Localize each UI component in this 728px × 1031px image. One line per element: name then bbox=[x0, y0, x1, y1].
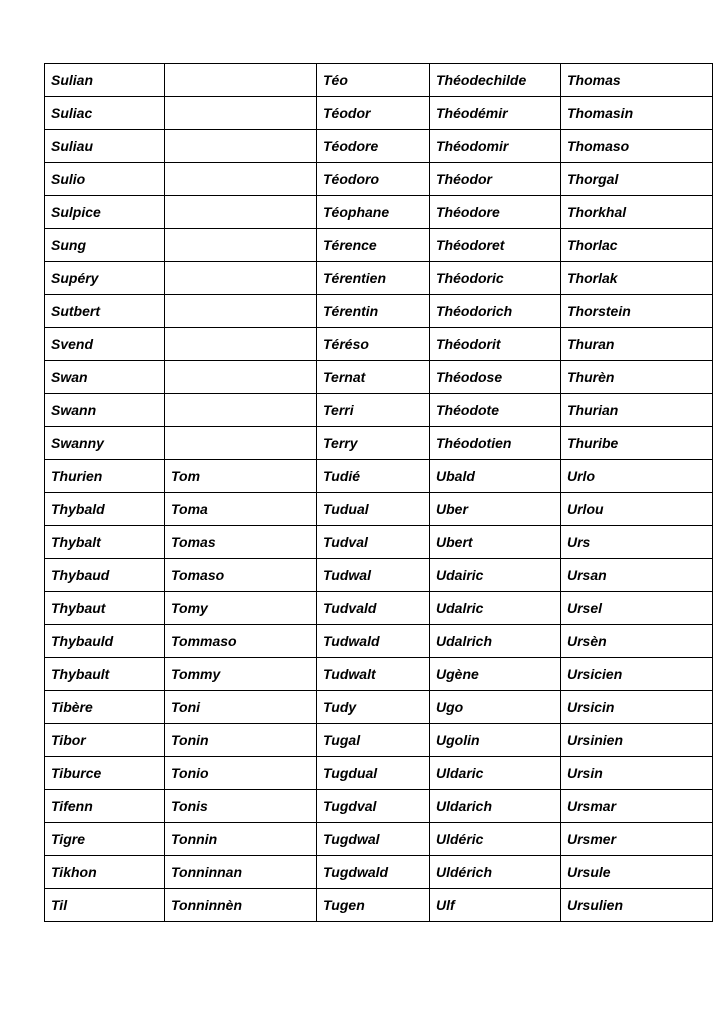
table-cell-name: Tom bbox=[165, 460, 317, 493]
table-cell-name: Supéry bbox=[45, 262, 165, 295]
table-cell-name: Uber bbox=[430, 493, 561, 526]
table-cell-name: Thorstein bbox=[561, 295, 713, 328]
table-cell-name: Tibère bbox=[45, 691, 165, 724]
table-cell-name: Thomas bbox=[561, 64, 713, 97]
table-cell-name: Uldérich bbox=[430, 856, 561, 889]
table-cell-name: Téréso bbox=[317, 328, 430, 361]
table-cell-name: Thurian bbox=[561, 394, 713, 427]
table-cell-name: Thybald bbox=[45, 493, 165, 526]
table-cell-name: Tonin bbox=[165, 724, 317, 757]
table-cell-name: Ulf bbox=[430, 889, 561, 922]
table-cell-name: Suliac bbox=[45, 97, 165, 130]
table-cell-name: Térentin bbox=[317, 295, 430, 328]
table-cell-name: Tudvald bbox=[317, 592, 430, 625]
table-cell-name: Terry bbox=[317, 427, 430, 460]
table-cell-name: Térentien bbox=[317, 262, 430, 295]
table-cell-name: Sung bbox=[45, 229, 165, 262]
table-cell-name: Toma bbox=[165, 493, 317, 526]
table-cell-name: Ursicien bbox=[561, 658, 713, 691]
table-cell-name: Udalrich bbox=[430, 625, 561, 658]
table-cell-name: Théodechilde bbox=[430, 64, 561, 97]
table-row bbox=[45, 394, 713, 427]
table-cell-name: Uldarich bbox=[430, 790, 561, 823]
table-cell-name: Tugdwal bbox=[317, 823, 430, 856]
table-cell-name: Téophane bbox=[317, 196, 430, 229]
table-row bbox=[45, 163, 713, 196]
table-cell-name: Ursèn bbox=[561, 625, 713, 658]
table-cell-name: Théodorit bbox=[430, 328, 561, 361]
table-cell-name: Théodomir bbox=[430, 130, 561, 163]
table-cell-name: Ursan bbox=[561, 559, 713, 592]
table-cell-name: Thybaut bbox=[45, 592, 165, 625]
table-row bbox=[45, 889, 713, 922]
table-cell-name: Ursmer bbox=[561, 823, 713, 856]
table-row bbox=[45, 196, 713, 229]
table-cell-name: Tudwalt bbox=[317, 658, 430, 691]
table-cell-name: Tugal bbox=[317, 724, 430, 757]
table-cell-name: Toni bbox=[165, 691, 317, 724]
table-cell-name: Tudy bbox=[317, 691, 430, 724]
table-cell-name: Théodoret bbox=[430, 229, 561, 262]
table-cell-name: Til bbox=[45, 889, 165, 922]
table-row bbox=[45, 229, 713, 262]
table-cell-name: Ursinien bbox=[561, 724, 713, 757]
table-cell-name bbox=[165, 229, 317, 262]
table-cell-name: Théodémir bbox=[430, 97, 561, 130]
table-cell-name: Ursule bbox=[561, 856, 713, 889]
table-cell-name bbox=[165, 295, 317, 328]
table-row bbox=[45, 262, 713, 295]
table-cell-name: Ursicin bbox=[561, 691, 713, 724]
table-cell-name: Thybauld bbox=[45, 625, 165, 658]
table-row bbox=[45, 691, 713, 724]
table-cell-name bbox=[165, 262, 317, 295]
table-cell-name: Ursin bbox=[561, 757, 713, 790]
table-row bbox=[45, 724, 713, 757]
table-cell-name: Svend bbox=[45, 328, 165, 361]
table-cell-name: Sulian bbox=[45, 64, 165, 97]
table-cell-name: Théodor bbox=[430, 163, 561, 196]
table-cell-name: Ugo bbox=[430, 691, 561, 724]
table-row bbox=[45, 658, 713, 691]
table-cell-name: Swan bbox=[45, 361, 165, 394]
table-cell-name: Swanny bbox=[45, 427, 165, 460]
table-cell-name: Tonis bbox=[165, 790, 317, 823]
table-row bbox=[45, 757, 713, 790]
table-cell-name: Téo bbox=[317, 64, 430, 97]
table-cell-name bbox=[165, 163, 317, 196]
table-cell-name: Tudwal bbox=[317, 559, 430, 592]
table-cell-name: Tonnin bbox=[165, 823, 317, 856]
table-cell-name: Tonninnèn bbox=[165, 889, 317, 922]
table-cell-name: Thorlak bbox=[561, 262, 713, 295]
table-cell-name: Ternat bbox=[317, 361, 430, 394]
table-cell-name: Théodose bbox=[430, 361, 561, 394]
table-row bbox=[45, 559, 713, 592]
table-cell-name: Thybalt bbox=[45, 526, 165, 559]
table-cell-name: Thurèn bbox=[561, 361, 713, 394]
table-row bbox=[45, 790, 713, 823]
table-cell-name: Théodore bbox=[430, 196, 561, 229]
table-cell-name: Théodoric bbox=[430, 262, 561, 295]
table-row bbox=[45, 823, 713, 856]
table-cell-name: Tugen bbox=[317, 889, 430, 922]
table-cell-name: Ubert bbox=[430, 526, 561, 559]
table-cell-name: Ursel bbox=[561, 592, 713, 625]
table-cell-name: Tudval bbox=[317, 526, 430, 559]
table-cell-name: Udalric bbox=[430, 592, 561, 625]
table-cell-name: Ugène bbox=[430, 658, 561, 691]
table-cell-name: Térence bbox=[317, 229, 430, 262]
table-cell-name bbox=[165, 361, 317, 394]
table-cell-name: Thomasin bbox=[561, 97, 713, 130]
table-cell-name: Tommaso bbox=[165, 625, 317, 658]
table-cell-name: Thuribe bbox=[561, 427, 713, 460]
table-cell-name: Sulio bbox=[45, 163, 165, 196]
table-cell-name: Sutbert bbox=[45, 295, 165, 328]
table-cell-name: Thorkhal bbox=[561, 196, 713, 229]
table-cell-name: Tudwald bbox=[317, 625, 430, 658]
table-cell-name: Terri bbox=[317, 394, 430, 427]
table-cell-name: Tugdval bbox=[317, 790, 430, 823]
table-cell-name bbox=[165, 394, 317, 427]
table-row bbox=[45, 856, 713, 889]
table-cell-name: Tugdual bbox=[317, 757, 430, 790]
table-cell-name: Sulpice bbox=[45, 196, 165, 229]
table-cell-name: Tomy bbox=[165, 592, 317, 625]
table-cell-name: Ursulien bbox=[561, 889, 713, 922]
table-cell-name bbox=[165, 130, 317, 163]
table-cell-name: Thybaud bbox=[45, 559, 165, 592]
table-cell-name: Swann bbox=[45, 394, 165, 427]
table-row bbox=[45, 493, 713, 526]
table-cell-name: Udairic bbox=[430, 559, 561, 592]
table-cell-name bbox=[165, 196, 317, 229]
table-row bbox=[45, 130, 713, 163]
table-cell-name: Thybault bbox=[45, 658, 165, 691]
table-row bbox=[45, 295, 713, 328]
table-cell-name: Tiburce bbox=[45, 757, 165, 790]
table-cell-name bbox=[165, 64, 317, 97]
table-cell-name: Tonninnan bbox=[165, 856, 317, 889]
table-row bbox=[45, 460, 713, 493]
table-cell-name: Tudié bbox=[317, 460, 430, 493]
table-row bbox=[45, 64, 713, 97]
table-cell-name: Théodotien bbox=[430, 427, 561, 460]
table-cell-name: Urlo bbox=[561, 460, 713, 493]
table-cell-name: Théodote bbox=[430, 394, 561, 427]
table-cell-name: Tommy bbox=[165, 658, 317, 691]
table-row bbox=[45, 592, 713, 625]
table-cell-name: Thorlac bbox=[561, 229, 713, 262]
table-cell-name: Urs bbox=[561, 526, 713, 559]
table-row bbox=[45, 625, 713, 658]
table-cell-name: Tigre bbox=[45, 823, 165, 856]
table-row bbox=[45, 97, 713, 130]
table-cell-name: Suliau bbox=[45, 130, 165, 163]
table-cell-name: Tikhon bbox=[45, 856, 165, 889]
table-cell-name: Tifenn bbox=[45, 790, 165, 823]
table-cell-name: Tomas bbox=[165, 526, 317, 559]
table-row bbox=[45, 427, 713, 460]
table-cell-name: Tibor bbox=[45, 724, 165, 757]
table-cell-name: Thomaso bbox=[561, 130, 713, 163]
table-cell-name: Thorgal bbox=[561, 163, 713, 196]
table-cell-name: Uldéric bbox=[430, 823, 561, 856]
table-cell-name: Thurien bbox=[45, 460, 165, 493]
table-cell-name: Théodorich bbox=[430, 295, 561, 328]
table-cell-name: Thuran bbox=[561, 328, 713, 361]
table-cell-name bbox=[165, 427, 317, 460]
table-cell-name: Tonio bbox=[165, 757, 317, 790]
table-row bbox=[45, 526, 713, 559]
table-cell-name: Tudual bbox=[317, 493, 430, 526]
table-cell-name: Tomaso bbox=[165, 559, 317, 592]
table-cell-name: Téodore bbox=[317, 130, 430, 163]
table-cell-name: Tugdwald bbox=[317, 856, 430, 889]
table-cell-name: Ursmar bbox=[561, 790, 713, 823]
table-cell-name bbox=[165, 97, 317, 130]
table-cell-name: Téodor bbox=[317, 97, 430, 130]
table-cell-name bbox=[165, 328, 317, 361]
table-row bbox=[45, 361, 713, 394]
table-cell-name: Ugolin bbox=[430, 724, 561, 757]
table-cell-name: Téodoro bbox=[317, 163, 430, 196]
table-cell-name: Urlou bbox=[561, 493, 713, 526]
table-row bbox=[45, 328, 713, 361]
table-cell-name: Uldaric bbox=[430, 757, 561, 790]
names-table bbox=[44, 63, 713, 922]
table-cell-name: Ubald bbox=[430, 460, 561, 493]
names-table-body bbox=[45, 64, 713, 922]
